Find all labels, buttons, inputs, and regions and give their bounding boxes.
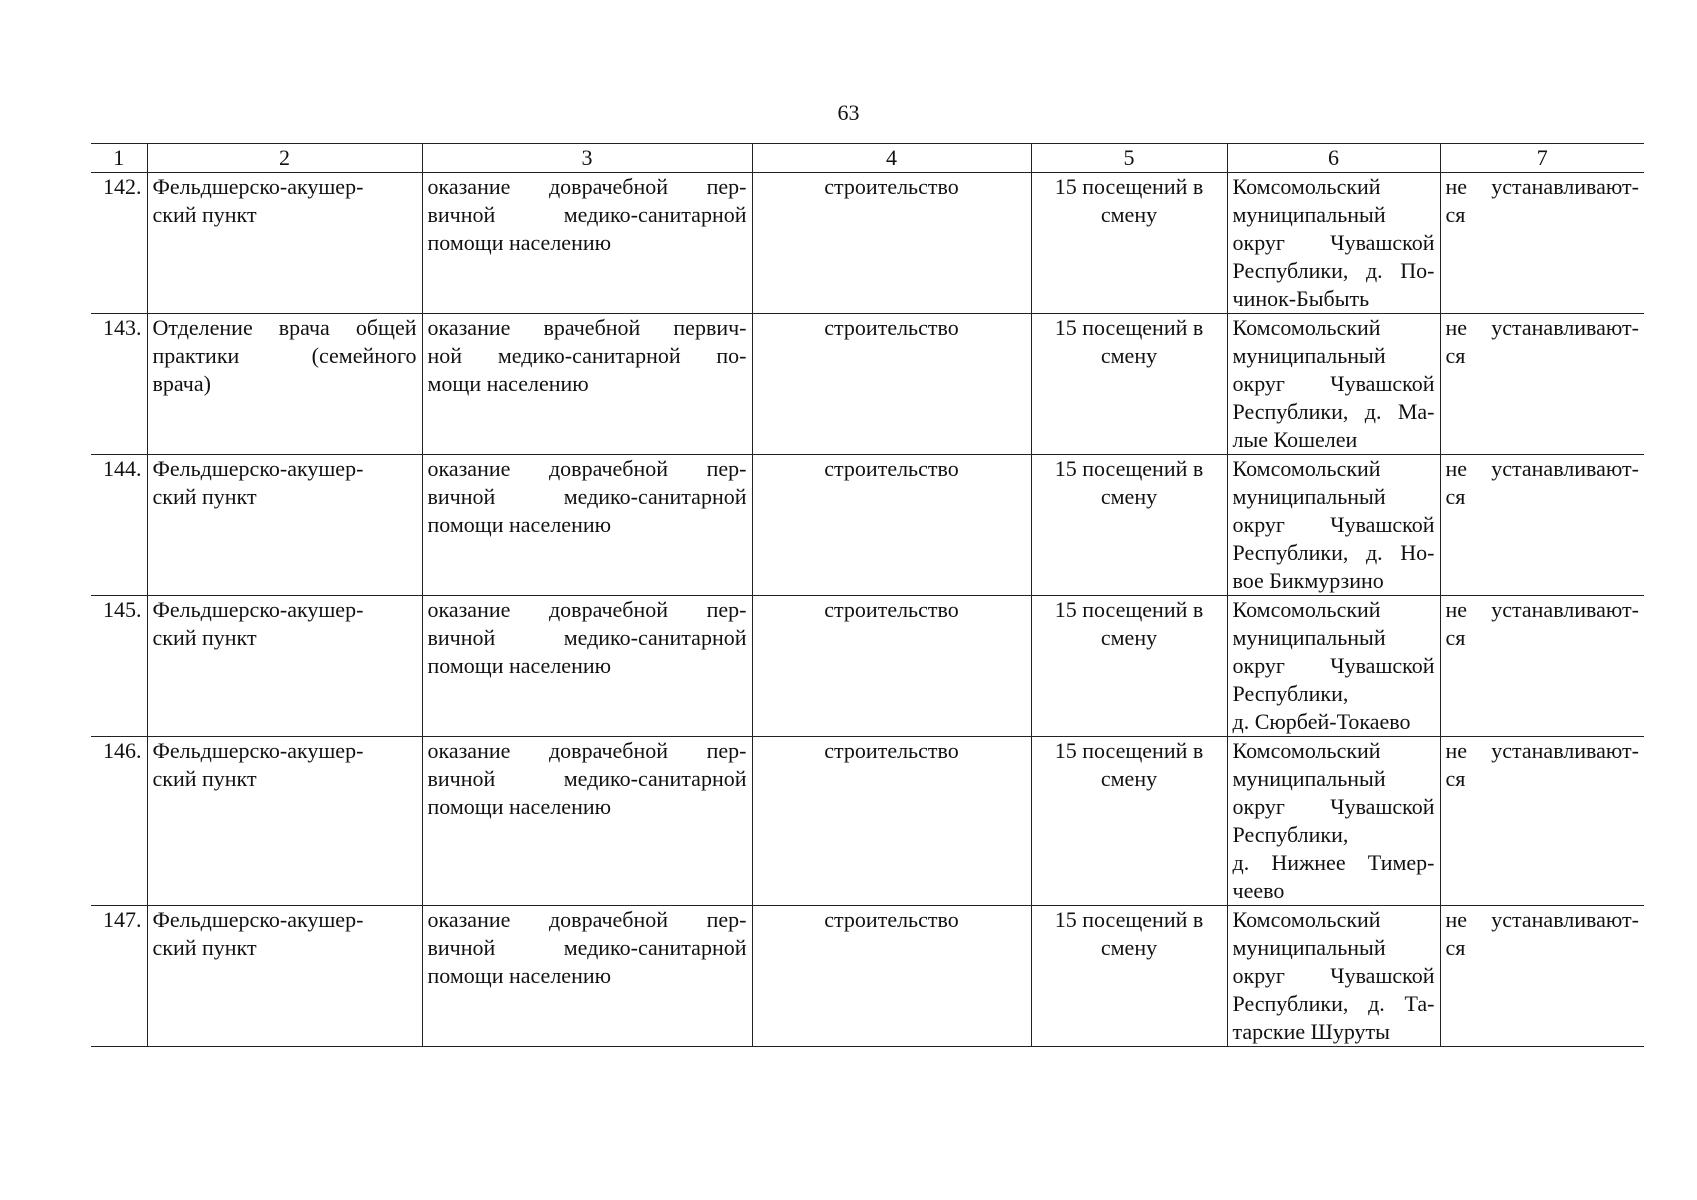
cell-line: не устанавливают-	[1445, 456, 1639, 481]
cell-line: ся	[1445, 202, 1466, 227]
cell-line: помощи населению	[427, 963, 612, 988]
capacity-cell	[1031, 455, 1227, 596]
table-body	[91, 173, 1644, 1047]
cell-line: вичной медико-санитарной	[427, 935, 747, 960]
cell-line: округ Чувашской	[1232, 512, 1435, 537]
work-type-cell: строительство	[752, 737, 1031, 906]
purpose-cell	[422, 173, 752, 314]
cell-line: 15 посещений в	[1054, 597, 1204, 622]
cell-line: ся	[1445, 766, 1466, 791]
cell-line: округ Чувашской	[1232, 653, 1435, 678]
cell-line: смену	[1100, 343, 1158, 368]
cell-line: муниципальный	[1232, 484, 1386, 509]
column-header: 7	[1440, 144, 1644, 173]
cell-line: смену	[1100, 625, 1158, 650]
capacity-cell	[1031, 737, 1227, 906]
row-number-cell: 142.	[91, 173, 147, 314]
zones-cell	[1440, 906, 1644, 1047]
location-cell	[1227, 173, 1440, 314]
cell-line: Фельдшерско-акушер-	[152, 597, 364, 622]
purpose-cell	[422, 906, 752, 1047]
cell-line: не устанавливают-	[1445, 174, 1639, 199]
cell-line: смену	[1100, 202, 1158, 227]
cell-line: помощи населению	[427, 794, 612, 819]
table-row	[91, 737, 1644, 906]
column-header: 5	[1031, 144, 1227, 173]
cell-line: Фельдшерско-акушер-	[152, 456, 364, 481]
cell-line: оказание доврачебной пер-	[427, 907, 747, 932]
purpose-cell	[422, 737, 752, 906]
zones-cell	[1440, 596, 1644, 737]
cell-line: оказание доврачебной пер-	[427, 597, 747, 622]
cell-line: Комсомольский	[1232, 174, 1381, 199]
cell-line: Республики, д. Ма-	[1232, 399, 1435, 424]
work-type-cell: строительство	[752, 455, 1031, 596]
cell-line: оказание доврачебной пер-	[427, 456, 747, 481]
object-name-cell	[147, 314, 422, 455]
zones-cell	[1440, 737, 1644, 906]
row-number-cell: 143.	[91, 314, 147, 455]
location-cell	[1227, 737, 1440, 906]
cell-line: округ Чувашской	[1232, 371, 1435, 396]
cell-line: Отделение врача общей	[152, 315, 417, 340]
cell-line: ский пункт	[152, 202, 257, 227]
work-type-cell: строительство	[752, 596, 1031, 737]
cell-line: чинок-Быбыть	[1232, 286, 1370, 311]
row-number-cell: 145.	[91, 596, 147, 737]
cell-line: Республики,	[1232, 681, 1349, 706]
cell-line: лые Кошелеи	[1232, 427, 1358, 452]
cell-line: вичной медико-санитарной	[427, 766, 747, 791]
cell-line: ский пункт	[152, 484, 257, 509]
zones-cell	[1440, 173, 1644, 314]
object-name-cell	[147, 455, 422, 596]
cell-line: Республики, д. Та-	[1232, 991, 1435, 1016]
column-header: 3	[422, 144, 752, 173]
capacity-cell	[1031, 596, 1227, 737]
cell-line: смену	[1100, 484, 1158, 509]
cell-line: Комсомольский	[1232, 738, 1381, 763]
cell-line: Комсомольский	[1232, 907, 1381, 932]
cell-line: Фельдшерско-акушер-	[152, 174, 364, 199]
cell-line: Республики,	[1232, 822, 1349, 847]
cell-line: практики (семейного	[152, 343, 417, 368]
cell-line: Фельдшерско-акушер-	[152, 907, 364, 932]
location-cell	[1227, 314, 1440, 455]
document-table	[91, 143, 1644, 1047]
table-row	[91, 173, 1644, 314]
capacity-cell	[1031, 173, 1227, 314]
cell-line: Комсомольский	[1232, 597, 1381, 622]
cell-line: ся	[1445, 625, 1466, 650]
cell-line: д. Сюрбей-Токаево	[1232, 709, 1411, 734]
cell-line: оказание доврачебной пер-	[427, 738, 747, 763]
cell-line: вичной медико-санитарной	[427, 484, 747, 509]
cell-line: ся	[1445, 935, 1466, 960]
zones-cell	[1440, 314, 1644, 455]
object-name-cell	[147, 173, 422, 314]
cell-line: ский пункт	[152, 766, 257, 791]
cell-line: Фельдшерско-акушер-	[152, 738, 364, 763]
cell-line: вое Бикмурзино	[1232, 568, 1384, 593]
cell-line: муниципальный	[1232, 766, 1386, 791]
cell-line: врача)	[152, 371, 211, 396]
cell-line: Республики, д. По-	[1232, 258, 1435, 283]
capacity-cell	[1031, 314, 1227, 455]
cell-line: ной медико-санитарной по-	[427, 343, 747, 368]
location-cell	[1227, 906, 1440, 1047]
cell-line: не устанавливают-	[1445, 738, 1639, 763]
table-header-row	[91, 144, 1644, 173]
cell-line: муниципальный	[1232, 202, 1386, 227]
object-name-cell	[147, 737, 422, 906]
work-type-cell: строительство	[752, 314, 1031, 455]
column-header: 1	[91, 144, 147, 173]
table-row	[91, 314, 1644, 455]
cell-line: д. Нижнее Тимер-	[1232, 850, 1435, 875]
cell-line: муниципальный	[1232, 625, 1386, 650]
cell-line: смену	[1100, 935, 1158, 960]
cell-line: ся	[1445, 484, 1466, 509]
work-type-cell: строительство	[752, 906, 1031, 1047]
row-number-cell: 147.	[91, 906, 147, 1047]
cell-line: вичной медико-санитарной	[427, 202, 747, 227]
cell-line: помощи населению	[427, 230, 612, 255]
cell-line: не устанавливают-	[1445, 597, 1639, 622]
cell-line: помощи населению	[427, 512, 612, 537]
cell-line: тарские Шуруты	[1232, 1019, 1390, 1044]
row-number-cell: 146.	[91, 737, 147, 906]
cell-line: округ Чувашской	[1232, 794, 1435, 819]
cell-line: вичной медико-санитарной	[427, 625, 747, 650]
cell-line: округ Чувашской	[1232, 963, 1435, 988]
cell-line: 15 посещений в	[1054, 456, 1204, 481]
purpose-cell	[422, 314, 752, 455]
cell-line: не устанавливают-	[1445, 315, 1639, 340]
cell-line: ский пункт	[152, 935, 257, 960]
column-header: 2	[147, 144, 422, 173]
cell-line: муниципальный	[1232, 343, 1386, 368]
purpose-cell	[422, 596, 752, 737]
cell-line: 15 посещений в	[1054, 907, 1204, 932]
table-row	[91, 455, 1644, 596]
cell-line: Республики, д. Но-	[1232, 540, 1435, 565]
cell-line: 15 посещений в	[1054, 738, 1204, 763]
capacity-cell	[1031, 906, 1227, 1047]
cell-line: 15 посещений в	[1054, 315, 1204, 340]
page-number: 63	[837, 100, 860, 125]
cell-line: смену	[1100, 766, 1158, 791]
table-row	[91, 596, 1644, 737]
cell-line: ский пункт	[152, 625, 257, 650]
object-name-cell	[147, 596, 422, 737]
cell-line: муниципальный	[1232, 935, 1386, 960]
column-header: 6	[1227, 144, 1440, 173]
column-header: 4	[752, 144, 1031, 173]
location-cell	[1227, 596, 1440, 737]
cell-line: Комсомольский	[1232, 315, 1381, 340]
cell-line: мощи населению	[427, 371, 589, 396]
cell-line: чеево	[1232, 878, 1285, 903]
purpose-cell	[422, 455, 752, 596]
cell-line: округ Чувашской	[1232, 230, 1435, 255]
cell-line: помощи населению	[427, 653, 612, 678]
location-cell	[1227, 455, 1440, 596]
work-type-cell: строительство	[752, 173, 1031, 314]
cell-line: ся	[1445, 343, 1466, 368]
cell-line: Комсомольский	[1232, 456, 1381, 481]
cell-line: 15 посещений в	[1054, 174, 1204, 199]
cell-line: оказание врачебной первич-	[427, 315, 747, 340]
table-row	[91, 906, 1644, 1047]
object-name-cell	[147, 906, 422, 1047]
cell-line: не устанавливают-	[1445, 907, 1639, 932]
zones-cell	[1440, 455, 1644, 596]
cell-line: оказание доврачебной пер-	[427, 174, 747, 199]
row-number-cell: 144.	[91, 455, 147, 596]
